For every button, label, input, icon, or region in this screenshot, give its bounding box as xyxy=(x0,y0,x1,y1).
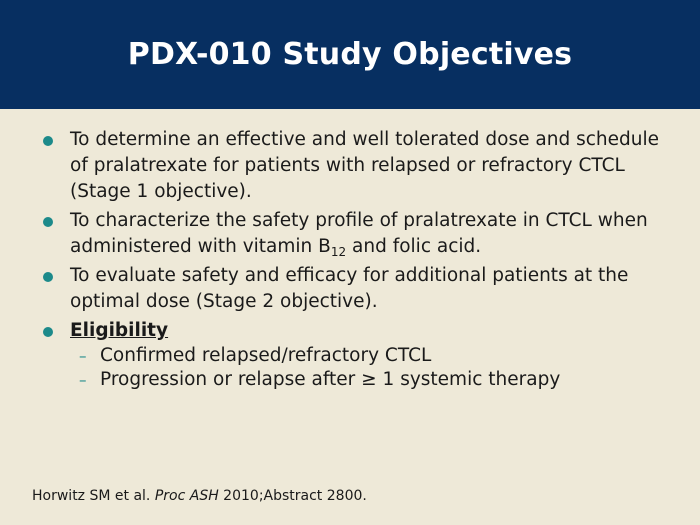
bullet-marker xyxy=(43,136,53,146)
dash-marker: – xyxy=(79,347,87,365)
bullet-marker xyxy=(43,217,53,227)
bullet-subscript: 12 xyxy=(330,245,347,259)
objectives-list xyxy=(0,127,700,392)
citation-journal: Proc ASH xyxy=(154,488,219,504)
bullet-marker xyxy=(43,272,53,282)
bullet-text-end: and folic acid. xyxy=(346,236,482,257)
eligibility-heading: Eligibility xyxy=(70,320,169,341)
eligibility-item-text: Confirmed relapsed/refractory CTCL xyxy=(100,345,432,366)
bullet-text: To evaluate safety and efficacy for additional patients at the optimal dose (Stage 2 objective). xyxy=(70,265,629,312)
bullet-text-start: To characterize the safety profile of pralatrexate in CTCL when administered with vitamin B xyxy=(70,210,648,257)
objective-bullet-1 xyxy=(0,127,700,205)
citation-footer xyxy=(32,487,367,505)
slide-title: PDX-010 Study Objectives xyxy=(127,37,573,72)
bullet-text: To determine an effective and well tolerated dose and schedule of pralatrexate for patients with relapsed or refractory CTCL (Stage 1 objective). xyxy=(70,129,659,202)
eligibility-item-1 xyxy=(0,344,700,368)
objective-bullet-3 xyxy=(0,263,700,315)
eligibility-item-text: Progression or relapse after ≥ 1 systemic therapy xyxy=(100,369,561,390)
dash-marker: – xyxy=(79,371,87,389)
eligibility-bullet xyxy=(0,318,700,344)
eligibility-item-2 xyxy=(0,368,700,392)
objective-bullet-2 xyxy=(0,208,700,260)
bullet-marker xyxy=(43,327,53,337)
citation-authors: Horwitz SM et al. xyxy=(32,488,155,504)
citation-details: 2010;Abstract 2800. xyxy=(218,488,367,504)
